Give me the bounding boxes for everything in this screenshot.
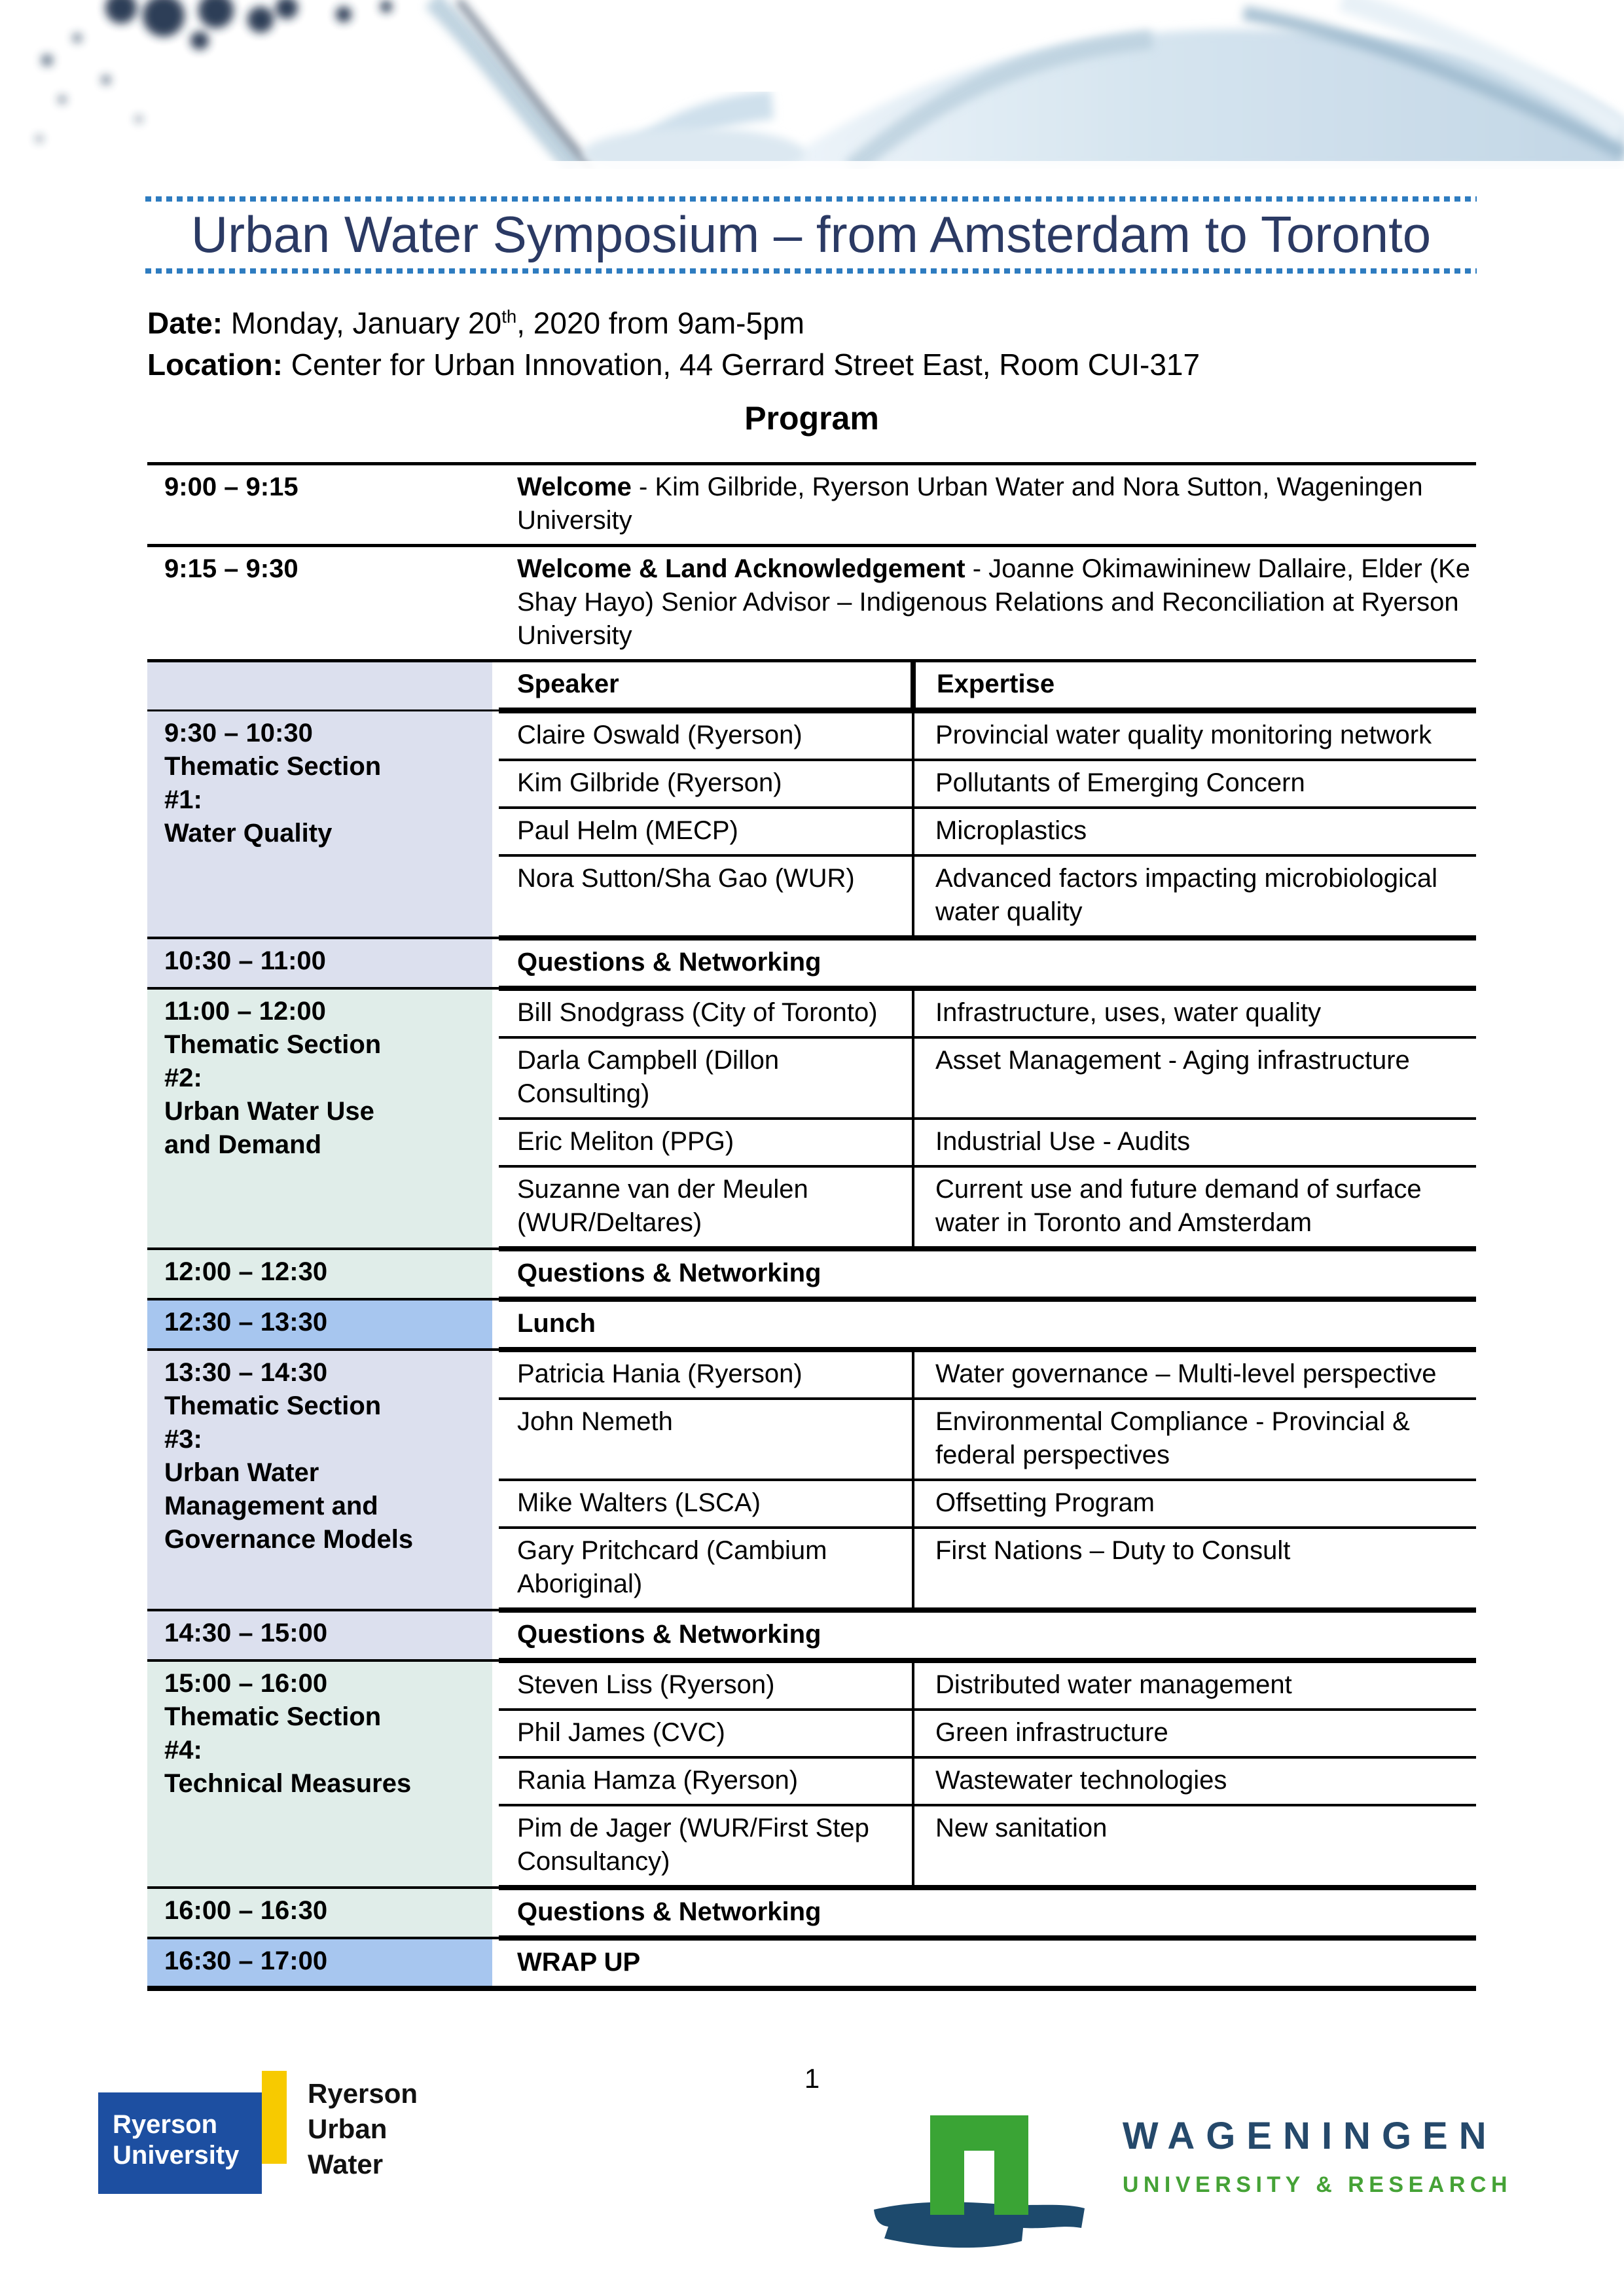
- event-title: Questions & Networking: [517, 1897, 821, 1926]
- water-splash-graphic: [0, 0, 1624, 169]
- program-table: [147, 462, 1476, 1991]
- speaker-cell: Patricia Hania (Ryerson): [499, 1350, 913, 1399]
- ryerson-urban-water-line1: Ryerson: [308, 2078, 418, 2109]
- location-value: Center for Urban Innovation, 44 Gerrard Street East, Room CUI-317: [282, 348, 1200, 382]
- time-cell-line: 11:00 – 12:00: [164, 997, 326, 1026]
- time-cell-line: Urban Water Use: [164, 1097, 374, 1126]
- event-cell: [499, 546, 1476, 661]
- event-cell: [499, 464, 1476, 546]
- expertise-cell: Asset Management - Aging infrastructure: [913, 1037, 1476, 1119]
- column-header-row: [147, 661, 1476, 711]
- wageningen-name: WAGENINGEN: [1122, 2115, 1498, 2157]
- expertise-cell: Water governance – Multi-level perspective: [913, 1350, 1476, 1399]
- speaker-cell: Darla Campbell (Dillon Consulting): [499, 1037, 913, 1119]
- column-gap: [492, 711, 499, 939]
- event-cell: [499, 938, 1476, 988]
- event-description: - Joanne Okimawininew Dallaire, Elder (Ke Shay Hayo) Senior Advisor – Indigenous Relations and Reconciliation at Ryerson University: [517, 554, 1471, 650]
- speaker-cell: Suzanne van der Meulen (WUR/Deltares): [499, 1166, 913, 1249]
- event-title: Questions & Networking: [517, 948, 821, 977]
- event-cell: [499, 1610, 1476, 1660]
- time-cell-line: and Demand: [164, 1130, 322, 1159]
- footer: [98, 2078, 1525, 2261]
- speaker-cell: Mike Walters (LSCA): [499, 1480, 913, 1528]
- wageningen-logo: [865, 2088, 1512, 2261]
- schedule-row: [147, 1888, 1476, 1938]
- time-cell-line: Thematic Section: [164, 1030, 382, 1059]
- speaker-cell: Kim Gilbride (Ryerson): [499, 760, 913, 808]
- time-cell: 9:15 – 9:30: [147, 546, 492, 661]
- column-gap: [492, 1660, 499, 1888]
- schedule-row: [147, 464, 1476, 546]
- expertise-cell: Green infrastructure: [913, 1710, 1476, 1757]
- expertise-cell: Provincial water quality monitoring network: [913, 711, 1476, 761]
- expertise-cell: Advanced factors impacting microbiological water quality: [913, 855, 1476, 938]
- column-gap: [492, 1888, 499, 1938]
- time-cell-line: #4:: [164, 1736, 202, 1765]
- time-cell-line: 15:00 – 16:00: [164, 1669, 328, 1698]
- time-cell-line: Thematic Section: [164, 752, 382, 781]
- expertise-cell: Pollutants of Emerging Concern: [913, 760, 1476, 808]
- speaker-column-header: Speaker: [499, 661, 913, 711]
- column-gap: [492, 988, 499, 1249]
- column-gap: [492, 938, 499, 988]
- event-location-line: [147, 344, 1476, 386]
- time-cell-line: 13:30 – 14:30: [164, 1358, 328, 1387]
- event-title: Questions & Networking: [517, 1259, 821, 1287]
- page-number: 1: [804, 2063, 820, 2094]
- time-cell: 12:00 – 12:30: [147, 1249, 492, 1299]
- time-cell-line: Technical Measures: [164, 1769, 412, 1798]
- time-cell-line: Urban Water: [164, 1458, 319, 1487]
- dashed-rule-top: [145, 196, 1477, 202]
- event-cell: [499, 1888, 1476, 1938]
- expertise-cell: Distributed water management: [913, 1660, 1476, 1710]
- time-cell-line: Thematic Section: [164, 1391, 382, 1420]
- water-splash-image: [0, 0, 1624, 169]
- speaker-cell: Paul Helm (MECP): [499, 808, 913, 855]
- column-gap: [492, 661, 499, 711]
- time-cell: 16:30 – 17:00: [147, 1938, 492, 1988]
- time-cell-line: #1:: [164, 785, 202, 814]
- program-heading: Program: [744, 400, 879, 437]
- event-meta: [147, 296, 1476, 386]
- ryerson-logo-yellow-bar: [262, 2071, 287, 2164]
- schedule-row: [147, 1938, 1476, 1988]
- speaker-cell: Nora Sutton/Sha Gao (WUR): [499, 855, 913, 938]
- ryerson-logo-line2: University: [113, 2141, 240, 2170]
- expertise-cell: First Nations – Duty to Consult: [913, 1528, 1476, 1610]
- speaker-cell: Bill Snodgrass (City of Toronto): [499, 988, 913, 1037]
- time-cell-line: #2:: [164, 1064, 202, 1092]
- title-block: [145, 196, 1477, 274]
- expertise-cell: Industrial Use - Audits: [913, 1119, 1476, 1166]
- time-cell-line: Governance Models: [164, 1525, 414, 1554]
- schedule-row: [147, 938, 1476, 988]
- speaker-cell: Phil James (CVC): [499, 1710, 913, 1757]
- expertise-cell: New sanitation: [913, 1805, 1476, 1888]
- time-cell: [147, 1660, 492, 1888]
- dashed-rule-bottom: [145, 268, 1477, 274]
- schedule-row: [147, 1299, 1476, 1350]
- column-gap: [492, 1938, 499, 1988]
- schedule-row: [147, 1350, 1476, 1399]
- speaker-cell: Gary Pritchcard (Cambium Aboriginal): [499, 1528, 913, 1610]
- schedule-row: [147, 1660, 1476, 1710]
- event-date-line: [147, 296, 1476, 344]
- column-gap: [492, 1610, 499, 1660]
- ryerson-urban-water-line3: Water: [308, 2149, 384, 2179]
- schedule-row: [147, 988, 1476, 1037]
- expertise-cell: Microplastics: [913, 808, 1476, 855]
- column-gap: [492, 1350, 499, 1610]
- expertise-cell: Environmental Compliance - Provincial & federal perspectives: [913, 1399, 1476, 1480]
- time-cell: [147, 1350, 492, 1610]
- page-title: Urban Water Symposium – from Amsterdam to Toronto: [190, 206, 1432, 263]
- date-label: Date:: [147, 306, 223, 340]
- program-table-body: [147, 464, 1476, 1989]
- date-ordinal: th: [501, 306, 517, 327]
- event-title: WRAP UP: [517, 1948, 641, 1977]
- ryerson-urban-water-wordmark: [308, 2076, 418, 2182]
- expertise-cell: Offsetting Program: [913, 1480, 1476, 1528]
- expertise-cell: Infrastructure, uses, water quality: [913, 988, 1476, 1037]
- time-cell-line: #3:: [164, 1425, 202, 1454]
- wageningen-wordmark: [1123, 2088, 1512, 2198]
- speaker-cell: John Nemeth: [499, 1399, 913, 1480]
- location-label: Location:: [147, 348, 283, 382]
- event-description: - Kim Gilbride, Ryerson Urban Water and Nora Sutton, Wageningen University: [517, 473, 1423, 535]
- time-cell-line: 9:30 – 10:30: [164, 719, 313, 747]
- date-value: Monday, January 20: [223, 306, 502, 340]
- event-title: Lunch: [517, 1309, 596, 1338]
- schedule-row: [147, 546, 1476, 661]
- time-cell-line: Thematic Section: [164, 1702, 382, 1731]
- wageningen-arch-icon: [865, 2088, 1094, 2261]
- time-cell: 12:30 – 13:30: [147, 1299, 492, 1350]
- ryerson-logo-box: [98, 2092, 262, 2194]
- column-gap: [492, 1249, 499, 1299]
- ryerson-urban-water-line2: Urban: [308, 2113, 388, 2144]
- time-cell-line: Water Quality: [164, 819, 333, 848]
- speaker-cell: Eric Meliton (PPG): [499, 1119, 913, 1166]
- event-cell: [499, 1299, 1476, 1350]
- speaker-cell: Claire Oswald (Ryerson): [499, 711, 913, 761]
- time-cell: [147, 661, 492, 711]
- event-title: Welcome: [517, 473, 632, 501]
- speaker-cell: Steven Liss (Ryerson): [499, 1660, 913, 1710]
- column-gap: [492, 546, 499, 661]
- speaker-cell: Pim de Jager (WUR/First Step Consultancy): [499, 1805, 913, 1888]
- event-cell: [499, 1938, 1476, 1988]
- schedule-row: [147, 711, 1476, 761]
- ryerson-university-logo: [98, 2078, 418, 2194]
- event-title: Questions & Networking: [517, 1620, 821, 1649]
- event-cell: [499, 1249, 1476, 1299]
- expertise-column-header: Expertise: [913, 661, 1476, 711]
- speaker-cell: Rania Hamza (Ryerson): [499, 1757, 913, 1805]
- time-cell: [147, 988, 492, 1249]
- time-cell: 10:30 – 11:00: [147, 938, 492, 988]
- time-cell: 14:30 – 15:00: [147, 1610, 492, 1660]
- time-cell: [147, 711, 492, 939]
- event-title: Welcome & Land Acknowledgement: [517, 554, 965, 583]
- expertise-cell: Current use and future demand of surface water in Toronto and Amsterdam: [913, 1166, 1476, 1249]
- column-gap: [492, 1299, 499, 1350]
- time-cell: 16:00 – 16:30: [147, 1888, 492, 1938]
- column-gap: [492, 464, 499, 546]
- time-cell-line: Management and: [164, 1492, 378, 1520]
- date-value-end: , 2020 from 9am-5pm: [516, 306, 804, 340]
- wageningen-tagline: UNIVERSITY & RESEARCH: [1122, 2172, 1512, 2197]
- ryerson-logo-line1: Ryerson: [113, 2110, 218, 2139]
- schedule-row: [147, 1249, 1476, 1299]
- expertise-cell: Wastewater technologies: [913, 1757, 1476, 1805]
- time-cell: 9:00 – 9:15: [147, 464, 492, 546]
- schedule-row: [147, 1610, 1476, 1660]
